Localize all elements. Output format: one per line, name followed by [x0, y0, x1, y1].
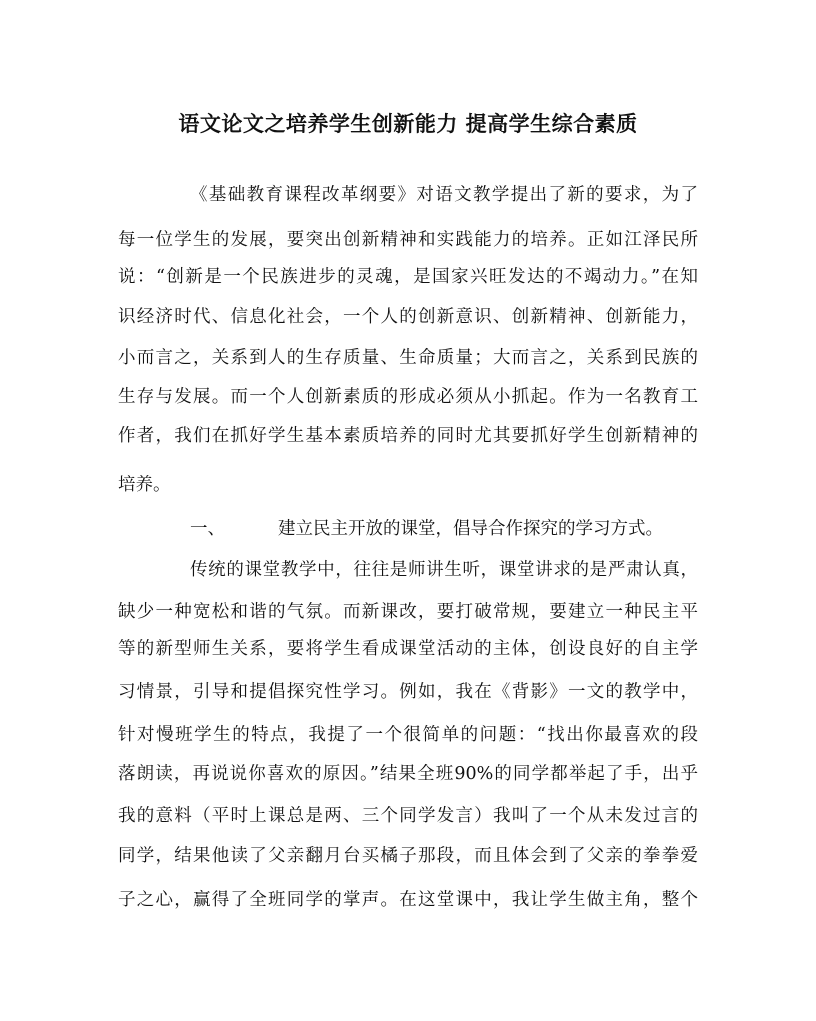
paragraph-line: 每一位学生的发展，要突出创新精神和实践能力的培养。正如江泽民所 [118, 230, 698, 250]
section-number: 一、 [190, 519, 225, 539]
document-title: 语文论文之培养学生创新能力 提高学生综合素质 [178, 111, 638, 136]
paragraph-line: 等的新型师生关系，要将学生看成课堂活动的主体，创设良好的自主学 [118, 639, 698, 659]
paragraph-line: 落朗读，再说说你喜欢的原因。”结果全班90%的同学都举起了手，出乎 [118, 764, 698, 784]
section-heading-text: 建立民主开放的课堂，倡导合作探究的学习方式。 [278, 519, 663, 539]
paragraph-line: 传统的课堂教学中，往往是师讲生听，课堂讲求的是严肃认真， [190, 560, 698, 580]
paragraph-line: 针对慢班学生的特点，我提了一个很简单的问题：“找出你最喜欢的段 [118, 725, 698, 745]
paragraph-line: 子之心，赢得了全班同学的掌声。在这堂课中，我让学生做主角，整个 [118, 890, 698, 910]
section-heading [190, 514, 663, 544]
paragraph-line: 小而言之，关系到人的生存质量、生命质量；大而言之，关系到民族的 [118, 348, 698, 368]
paragraph-line: 同学，结果他读了父亲翻月台买橘子那段，而且体会到了父亲的拳拳爱 [118, 846, 698, 866]
paragraph-line: 识经济时代、信息化社会，一个人的创新意识、创新精神、创新能力， [118, 307, 698, 327]
paragraph-line: 缺少一种宽松和谐的气氛。而新课改，要打破常规，要建立一种民主平 [118, 602, 698, 622]
paragraph-line: 我的意料（平时上课总是两、三个同学发言）我叫了一个从未发过言的 [118, 806, 698, 826]
paragraph-line: 作者，我们在抓好学生基本素质培养的同时尤其要抓好学生创新精神的 [118, 426, 698, 446]
paragraph-line: 说：“创新是一个民族进步的灵魂，是国家兴旺发达的不竭动力。”在知 [118, 267, 698, 287]
paragraph-line: 生存与发展。而一个人创新素质的形成必须从小抓起。作为一名教育工 [118, 387, 698, 407]
paragraph-line: 培养。 [118, 475, 171, 495]
paragraph-line: 《基础教育课程改革纲要》对语文教学提出了新的要求，为了 [190, 185, 698, 205]
paragraph-line: 习情景，引导和提倡探究性学习。例如，我在《背影》一文的教学中， [118, 682, 698, 702]
